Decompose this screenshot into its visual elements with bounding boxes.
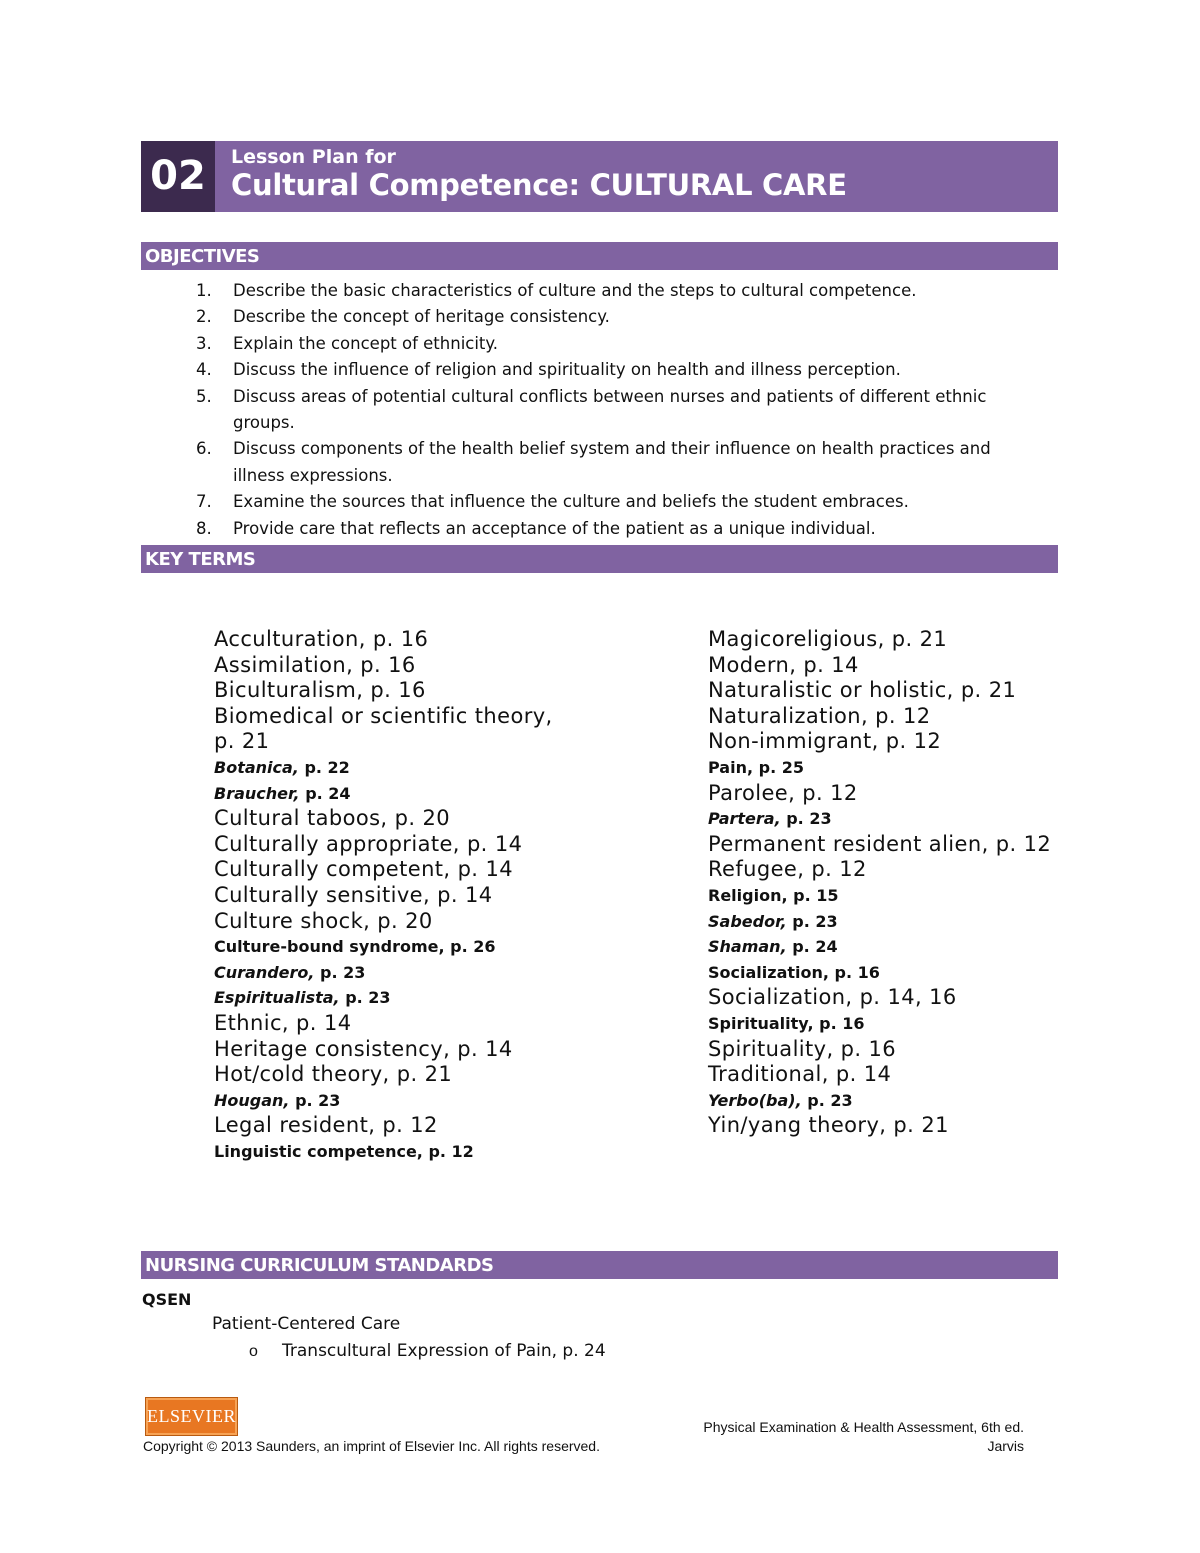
key-term-page: p. 20: [370, 908, 433, 933]
key-term-item: [635, 1088, 1055, 1114]
key-term-page: p. 14, 16: [852, 985, 957, 1010]
objective-text: Discuss areas of potential cultural conflicts between nurses and patients of different ethnic: [233, 386, 987, 406]
key-term-item: [635, 960, 1055, 986]
key-term-name: Culturally competent,: [214, 857, 451, 882]
objective-number: 2.: [196, 307, 212, 327]
key-term-name: Naturalistic or holistic,: [708, 678, 954, 703]
key-term-item: [141, 883, 611, 909]
key-term-name: Naturalization,: [708, 703, 869, 728]
key-term-name: Permanent resident alien,: [708, 831, 989, 856]
key-term-item: [635, 781, 1055, 807]
objective-number: 8.: [196, 518, 212, 538]
key-term-page: p. 26: [444, 937, 496, 957]
key-term-item: [141, 1139, 611, 1165]
section-curriculum: [141, 1251, 1058, 1279]
key-term-item: [635, 883, 1055, 909]
key-term-name: Religion,: [708, 885, 788, 905]
key-term-page: p. 23: [289, 1090, 341, 1110]
key-term-page: p. 16: [833, 1036, 897, 1061]
key-term-item: [635, 806, 1055, 832]
key-term-name: Modern,: [708, 652, 797, 677]
key-term-name: Spirituality,: [708, 1036, 834, 1061]
key-term-page: p. 16: [828, 962, 880, 982]
qsen-sub-item: Transcultural Expression of Pain, p. 24: [282, 1341, 606, 1361]
key-term-page: p. 12: [422, 1141, 474, 1161]
key-term-page: p. 14: [288, 1010, 352, 1035]
key-term-item: [635, 704, 1055, 730]
key-term-page: p. 12: [988, 831, 1052, 856]
key-term-item: [635, 627, 1055, 653]
key-term-name: Braucher,: [214, 783, 300, 803]
key-term-page: p. 12: [804, 857, 867, 882]
key-term-name: Parolee,: [708, 780, 796, 805]
objective-item: [141, 304, 1041, 330]
objective-text: groups.: [233, 413, 295, 433]
circle-bullet-icon: o: [249, 1343, 258, 1360]
page-title: Cultural Competence: CULTURAL CARE: [231, 168, 847, 202]
objective-text: Discuss the influence of religion and spirituality on health and illness perception.: [233, 360, 901, 380]
objective-item: [141, 278, 1041, 304]
key-term-item: [141, 909, 611, 935]
chapter-number: 02: [141, 141, 215, 212]
key-term-item: [635, 832, 1055, 858]
key-term-name: Espiritualista,: [214, 988, 340, 1008]
key-term-page: p. 24: [299, 783, 351, 803]
key-term-name: Assimilation,: [214, 652, 354, 677]
objective-text: Explain the concept of ethnicity.: [233, 333, 499, 353]
key-term-name: Pain,: [708, 757, 754, 777]
key-term-item: [141, 755, 611, 781]
key-term-item: [141, 1037, 611, 1063]
elsevier-logo: [145, 1397, 238, 1436]
key-term-item: [635, 755, 1055, 781]
key-term-item: [141, 678, 611, 704]
key-term-item: [141, 960, 611, 986]
key-term-item: [141, 704, 611, 755]
objective-text: Provide care that reflects an acceptance of the patient as a unique individual.: [233, 518, 876, 538]
key-term-item: [141, 934, 611, 960]
key-term-name: Acculturation,: [214, 627, 366, 651]
key-term-item: [141, 806, 611, 832]
objective-item: [141, 436, 1041, 489]
qsen-label: QSEN: [142, 1290, 192, 1309]
section-curriculum-label: NURSING CURRICULUM STANDARDS: [145, 1255, 494, 1276]
objective-number: 1.: [196, 281, 212, 300]
key-term-name: Culture shock,: [214, 908, 371, 933]
key-term-name: Legal resident,: [214, 1113, 376, 1138]
key-term-page: p. 23: [314, 962, 366, 982]
objective-item: [141, 516, 1041, 542]
key-term-page: p. 16: [363, 678, 426, 703]
key-term-name: Yerbo(ba),: [708, 1090, 802, 1110]
objective-item: [141, 489, 1041, 515]
key-term-page: p. 23: [801, 1090, 853, 1110]
objective-text: Examine the sources that influence the culture and beliefs the student embraces.: [233, 492, 909, 512]
key-term-name: Culture-bound syndrome,: [214, 937, 445, 957]
objective-item: [141, 384, 1041, 437]
key-term-item: [141, 1113, 611, 1139]
key-term-item: [635, 909, 1055, 935]
key-term-page: p. 14: [459, 831, 523, 856]
key-term-name: Culturally sensitive,: [214, 882, 431, 907]
key-term-name: Socialization,: [708, 962, 829, 982]
key-term-name: Non-immigrant,: [708, 729, 879, 754]
objective-text: Describe the concept of heritage consistency.: [233, 307, 610, 327]
key-term-name: Shaman,: [708, 937, 787, 957]
key-term-item: [141, 1062, 611, 1088]
objective-text: Discuss components of the health belief system and their influence on health practices and: [233, 439, 991, 459]
key-term-page: p. 16: [353, 652, 416, 677]
key-term-page: p. 14: [796, 652, 859, 677]
key-term-name: Botanica,: [214, 757, 299, 777]
objective-number: 6.: [196, 439, 212, 459]
key-term-name: Linguistic competence,: [214, 1141, 423, 1161]
key-term-item: [635, 678, 1055, 704]
key-term-page: p. 12: [878, 729, 942, 754]
key-term-page: p. 20: [387, 806, 450, 831]
objectives-list: [141, 278, 1041, 542]
objective-item: [141, 357, 1041, 383]
key-term-name: Curandero,: [214, 962, 315, 982]
key-term-name: Cultural taboos,: [214, 806, 388, 831]
key-term-item: [141, 653, 611, 679]
key-term-page: p. 21: [886, 1113, 949, 1138]
qsen-item: Patient-Centered Care: [212, 1314, 401, 1334]
key-term-name: Heritage consistency,: [214, 1036, 451, 1061]
key-term-item: [141, 1011, 611, 1037]
key-term-page: p. 14: [450, 1036, 513, 1061]
key-term-name: Refugee,: [708, 857, 805, 882]
key-term-page: p. 12: [795, 780, 858, 805]
key-term-page: p. 21: [953, 678, 1017, 703]
objective-number: 4.: [196, 360, 212, 380]
key-term-item: [635, 653, 1055, 679]
key-term-page: p. 22: [298, 757, 350, 777]
key-term-name: Biculturalism,: [214, 678, 364, 703]
key-term-page: p. 21: [884, 627, 948, 651]
key-term-name: Magicoreligious,: [708, 627, 885, 651]
key-term-page: p. 23: [339, 988, 391, 1008]
key-term-name: Partera,: [708, 809, 781, 829]
key-term-name: Yin/yang theory,: [708, 1113, 887, 1138]
key-term-item: [635, 934, 1055, 960]
key-term-name: Traditional,: [708, 1062, 829, 1087]
key-term-page: p. 21: [389, 1062, 453, 1087]
key-term-item: [635, 1062, 1055, 1088]
objective-text: Describe the basic characteristics of culture and the steps to cultural competence.: [233, 281, 917, 300]
objective-number: 3.: [196, 333, 212, 353]
section-objectives: [141, 242, 1058, 270]
key-term-item: [141, 832, 611, 858]
key-term-name: Ethnic,: [214, 1010, 289, 1035]
key-term-item: [635, 985, 1055, 1011]
key-term-page: p. 15: [787, 885, 839, 905]
key-term-page: p. 24: [786, 937, 838, 957]
footer-copyright: Copyright © 2013 Saunders, an imprint of Elsevier Inc. All rights reserved.: [143, 1438, 600, 1454]
key-term-name: Hougan,: [214, 1090, 290, 1110]
section-key-terms: [141, 545, 1058, 573]
key-terms-right-column: [635, 627, 1055, 1139]
key-term-item: [635, 1011, 1055, 1037]
key-term-item: [141, 1088, 611, 1114]
key-term-page: p. 14: [450, 857, 513, 882]
key-term-page: p. 16: [813, 1013, 865, 1033]
key-term-name: Socialization,: [708, 985, 853, 1010]
key-term-item: [635, 1037, 1055, 1063]
footer-author: Jarvis: [987, 1438, 1024, 1454]
key-term-item: [141, 781, 611, 807]
key-term-item: [635, 1113, 1055, 1139]
objective-text: illness expressions.: [233, 465, 393, 485]
key-term-name: Spirituality,: [708, 1013, 814, 1033]
section-key-terms-label: KEY TERMS: [145, 549, 256, 570]
key-term-item: [141, 985, 611, 1011]
key-term-name: Biomedical or scientific theory,: [214, 703, 553, 728]
objective-number: 5.: [196, 386, 212, 406]
key-terms-left-column: [141, 627, 611, 1164]
lesson-plan-subtitle: Lesson Plan for: [231, 146, 396, 168]
key-term-page: p. 12: [375, 1113, 438, 1138]
section-objectives-label: OBJECTIVES: [145, 246, 260, 267]
footer-book-title: Physical Examination & Health Assessment, 6th ed.: [703, 1419, 1024, 1435]
key-term-page: p. 25: [753, 757, 804, 777]
key-term-page: p. 23: [780, 809, 832, 829]
key-term-page: p. 23: [786, 911, 838, 931]
key-term-item: [635, 857, 1055, 883]
elsevier-logo-text: ELSEVIER: [147, 1406, 236, 1426]
objective-item: [141, 331, 1041, 357]
key-term-name: Sabedor,: [708, 911, 787, 931]
key-term-item: [141, 857, 611, 883]
objective-number: 7.: [196, 492, 212, 512]
key-term-page: p. 16: [365, 627, 429, 651]
key-term-page: p. 12: [868, 703, 931, 728]
key-term-name: Culturally appropriate,: [214, 831, 460, 856]
key-term-item: [141, 627, 611, 653]
key-term-page: p. 14: [430, 882, 493, 907]
key-term-page: p. 21: [214, 729, 270, 754]
key-term-page: p. 14: [828, 1062, 892, 1087]
key-term-item: [635, 729, 1055, 755]
key-term-name: Hot/cold theory,: [214, 1062, 390, 1087]
